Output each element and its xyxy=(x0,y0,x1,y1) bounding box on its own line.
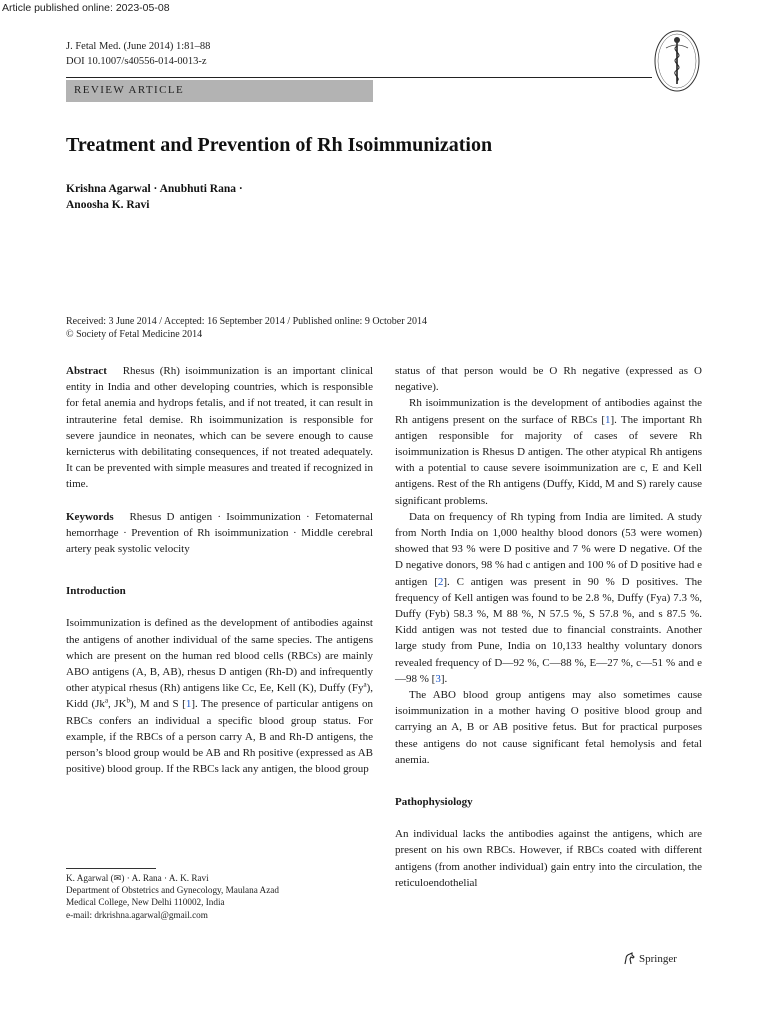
journal-citation: J. Fetal Med. (June 2014) 1:81–88 xyxy=(66,41,211,52)
rh-paragraph xyxy=(395,395,702,508)
intro-sup-b: a xyxy=(104,696,109,705)
footnote-department: Department of Obstetrics and Gynecology, Maulana Azad xyxy=(66,885,279,896)
footnote-author-a: K. Agarwal ( xyxy=(66,873,114,883)
author-line-1[interactable]: Krishna Agarwal · Anubhuti Rana · xyxy=(66,183,243,195)
article-type-label: REVIEW ARTICLE xyxy=(74,84,185,96)
introduction-paragraph xyxy=(66,615,373,777)
introduction-heading: Introduction xyxy=(66,585,126,598)
footnote-author-b: ) · A. Rana · A. K. Ravi xyxy=(121,873,209,883)
publisher-mark xyxy=(622,952,677,966)
pathophysiology-paragraph: An individual lacks the antibodies against the antigens, which are present on his own RBCs. However, if RBCs coated with different antigens (from another individual) gain entry into the circulation, the reticuloendothelial xyxy=(395,828,702,889)
freq-text-b: ]. C antigen was present in 90 % D positives. The frequency of Kell antigen was found to be 2.8 %, Duffy (Fya) 7.3 %, Duffy (Fyb) 58.3 %, M 88 %, N 57.5 %, S 57.8 %, and s 87.5 %. Kidd antigen was not tested due to financial constraints. Another large study from Pune, India on 10,133 healthy voluntary donors revealed frequency of D—92 %, C—88 %, E—27 %, c—51 % and e—98 % [ xyxy=(395,575,702,685)
frequency-paragraph xyxy=(395,509,702,687)
continued-paragraph: status of that person would be O Rh negative (expressed as O negative). xyxy=(395,365,702,394)
publisher-name: Springer xyxy=(639,953,677,965)
intro-text-e: ]. The presence of particular antigens on RBCs confers an individual a specific blood group status. For example, if the RBCs of a person carry A, B and Rh-D antigens, the person’s blood group would be AB and Rh positive (expressed as AB positive) blood group. If the RBCs lack any antigen, the blood group xyxy=(66,698,373,776)
rh-text-b: ]. The important Rh antigen responsible for majority of cases of severe Rh isoimmunization is Rhesus D antigen. The other atypical Rh antigens with a potential to cause severe isoimmunization are c, E and Kell antigens. Rest of the Rh antigens (Duffy, Kidd, M and S) rarely cause significant problems. xyxy=(395,413,702,507)
author-affiliation-footnote xyxy=(66,872,279,921)
citation-link[interactable]: 1 xyxy=(185,698,192,711)
intro-text-b: ), Kidd (Jk xyxy=(66,682,373,711)
footnote-email[interactable]: e-mail: drkrishna.agarwal@gmail.com xyxy=(66,909,208,920)
abo-paragraph: The ABO blood group antigens may also sometimes cause isoimmunization in a mother having O positive blood group and carrying an A, B or AB positive fetus. But for practical purposes these antigens do not cause significant fetal hemolysis and fetal anemia. xyxy=(395,689,702,766)
springer-horse-icon xyxy=(622,952,636,966)
column-right xyxy=(395,363,702,891)
freq-text-a: Data on frequency of Rh typing from India are limited. A study from North India on 1,000 healthy blood donors (53 were women) showed that 93 % were D positive and 7 % were D negative. Of the D negative donors, 98 % had c antigen and 100 % of D positive had e antigen [ xyxy=(395,510,702,588)
intro-sup-a: a xyxy=(363,680,367,689)
envelope-icon: ✉ xyxy=(113,873,122,883)
intro-text-d: ), M and S [ xyxy=(130,698,186,711)
footnote-address: Medical College, New Delhi 110002, India xyxy=(66,897,225,908)
dates-line: Received: 3 June 2014 / Accepted: 16 September 2014 / Published online: 9 October 2014 xyxy=(66,316,428,327)
abstract-text: Rhesus (Rh) isoimmunization is an important clinical entity in India and other developing countries, which is responsible for fetal anemia and hydrops fetalis, and if not treated, it can result in intrauterine fetal demise. Rh isoimmunization is responsible for severe jaundice in neonates, which can be severe enough to cause kernicterus with debilitating consequences, if not treated adequately. It can be prevented with simple measures and treated if recognized in time. xyxy=(66,365,374,491)
copyright-line: © Society of Fetal Medicine 2014 xyxy=(66,329,203,340)
freq-text-c: ]. xyxy=(440,672,448,685)
citation-link[interactable]: 1 xyxy=(605,413,611,426)
author-line-2[interactable]: Anoosha K. Ravi xyxy=(66,199,150,211)
intro-sup-c: b xyxy=(126,696,131,705)
abstract-label: Abstract xyxy=(66,365,107,377)
intro-text-c: , JK xyxy=(108,698,127,711)
pathophysiology-heading: Pathophysiology xyxy=(395,796,473,809)
abstract xyxy=(66,363,373,493)
publication-dates xyxy=(66,315,427,341)
society-seal-icon xyxy=(652,28,702,98)
column-left xyxy=(66,363,373,777)
author-list xyxy=(66,181,243,213)
intro-text-a: Isoimmunization is defined as the development of antibodies against the antigens of another individual of the same species. The antigens which are present on the human red blood cells (RBCs) are mainly ABO antigens (A, B, AB), rhesus D antigen (Rh-D) and infrequently other atypical rhesus (Rh) antigens like Cc, Ee, Kell (K), Duffy (Fy xyxy=(66,617,373,695)
keywords-label: Keywords xyxy=(66,510,114,523)
rh-text-a: Rh isoimmunization is the development of antibodies against the Rh antigens present on the surface of RBCs [ xyxy=(395,397,702,426)
keywords-text: Rhesus D antigen · Isoimmunization · Fetomaternal hemorrhage · Prevention of Rh isoimmunization · Middle cerebral artery peak systolic velocity xyxy=(66,510,374,556)
article-type-banner xyxy=(66,80,373,102)
published-online-stamp: Article published online: 2023-05-08 xyxy=(2,2,170,14)
citation-link[interactable]: 3 xyxy=(435,672,441,685)
citation-link[interactable]: 2 xyxy=(437,575,444,588)
header-rule xyxy=(66,77,652,78)
footnote-rule xyxy=(66,868,156,869)
article-title: Treatment and Prevention of Rh Isoimmunization xyxy=(66,134,493,156)
keywords xyxy=(66,509,373,558)
doi[interactable]: DOI 10.1007/s40556-014-0013-z xyxy=(66,56,207,67)
footnote-authors xyxy=(66,872,279,884)
